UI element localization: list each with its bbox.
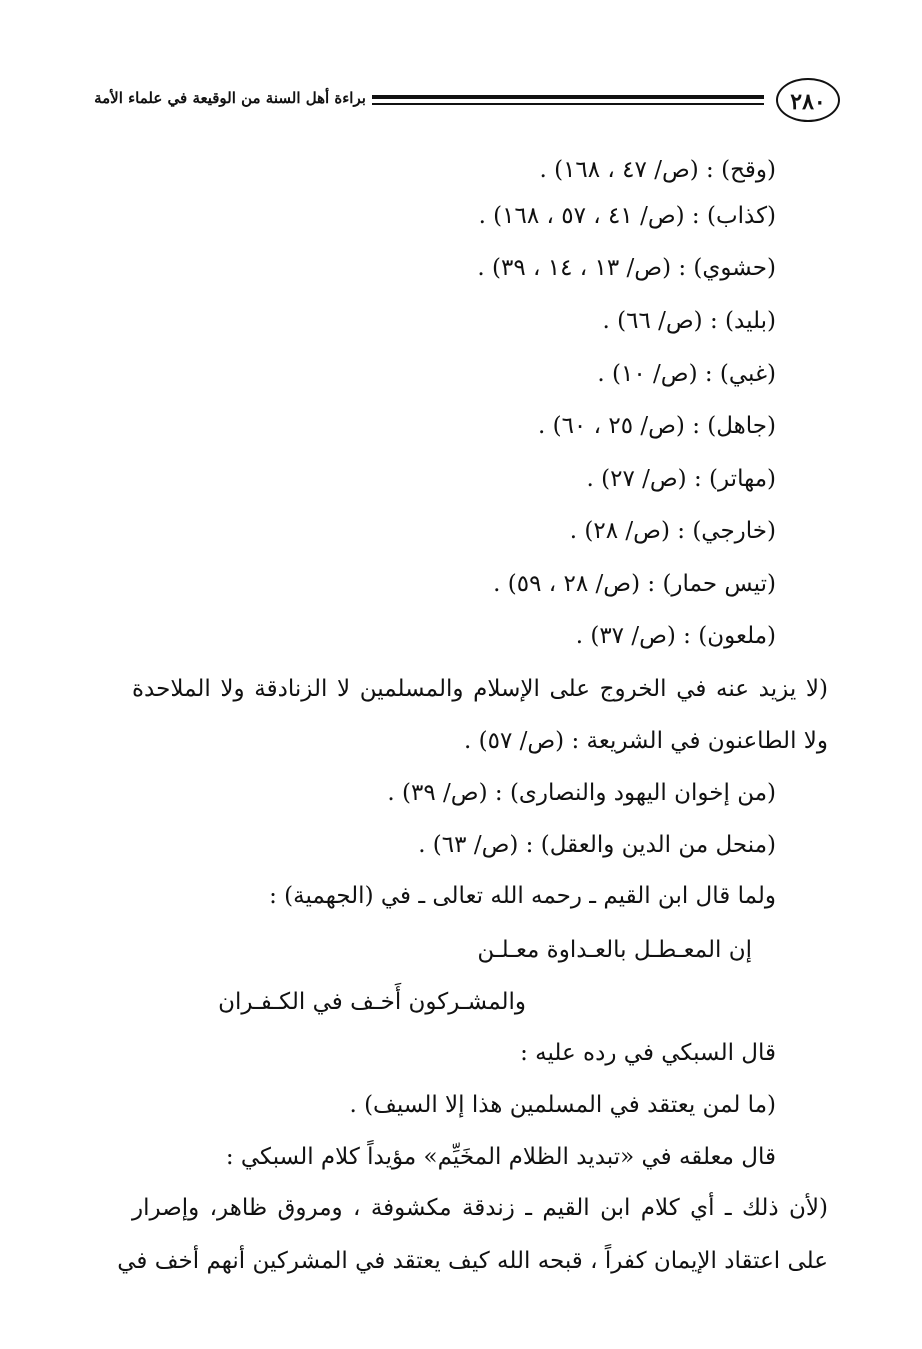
- text-line: (غبي) : (ص/ ١٠) .: [597, 361, 776, 387]
- verse-first-hemistich: إن المعـطـل بالعـداوة معـلـن: [477, 937, 752, 963]
- text-line: (من إخوان اليهود والنصارى) : (ص/ ٣٩) .: [387, 780, 776, 806]
- verse-second-hemistich: والمشـركون أَخـف في الكـفـران: [218, 989, 526, 1015]
- text-line: (لا يزيد عنه في الخروج على الإسلام والمسلمين لا الزنادقة ولا الملاحدة: [132, 676, 828, 702]
- page-header: [88, 78, 840, 126]
- text-line: (وقح) : (ص/ ٤٧ ، ١٦٨) .: [539, 157, 776, 183]
- text-line: (لأن ذلك ـ أي كلام ابن القيم ـ زندقة مكشوفة ، ومروق ظاهر، وإصرار: [132, 1195, 828, 1221]
- text-line: (خارجي) : (ص/ ٢٨) .: [569, 518, 776, 544]
- text-line: (منحل من الدين والعقل) : (ص/ ٦٣) .: [418, 832, 776, 858]
- text-line: (جاهل) : (ص/ ٢٥ ، ٦٠) .: [537, 413, 776, 439]
- text-line: ولا الطاعنون في الشريعة : (ص/ ٥٧) .: [463, 728, 828, 754]
- text-line: ولما قال ابن القيم ـ رحمه الله تعالى ـ في (الجهمية) :: [269, 883, 776, 909]
- text-line: على اعتقاد الإيمان كفراً ، قبحه الله كيف يعتقد في المشركين أنهم أخف في: [117, 1248, 828, 1274]
- header-rule: [372, 95, 764, 105]
- running-title: براءة أهل السنة من الوقيعة في علماء الأمة: [94, 89, 366, 107]
- page-number: ٢٨٠: [776, 78, 840, 122]
- text-line: (بليد) : (ص/ ٦٦) .: [602, 308, 776, 334]
- text-line: (حشوي) : (ص/ ١٣ ، ١٤ ، ٣٩) .: [477, 255, 776, 281]
- text-line: قال السبكي في رده عليه :: [520, 1040, 776, 1066]
- text-line: (كذاب) : (ص/ ٤١ ، ٥٧ ، ١٦٨) .: [478, 203, 776, 229]
- text-line: قال معلقه في «تبديد الظلام المخَيِّم» مؤيداً كلام السبكي :: [225, 1144, 776, 1170]
- text-line: (ملعون) : (ص/ ٣٧) .: [575, 623, 776, 649]
- text-line: (تيس حمار) : (ص/ ٢٨ ، ٥٩) .: [493, 571, 776, 597]
- text-line: (مهاتر) : (ص/ ٢٧) .: [586, 466, 776, 492]
- text-line: (ما لمن يعتقد في المسلمين هذا إلا السيف) .: [349, 1092, 776, 1118]
